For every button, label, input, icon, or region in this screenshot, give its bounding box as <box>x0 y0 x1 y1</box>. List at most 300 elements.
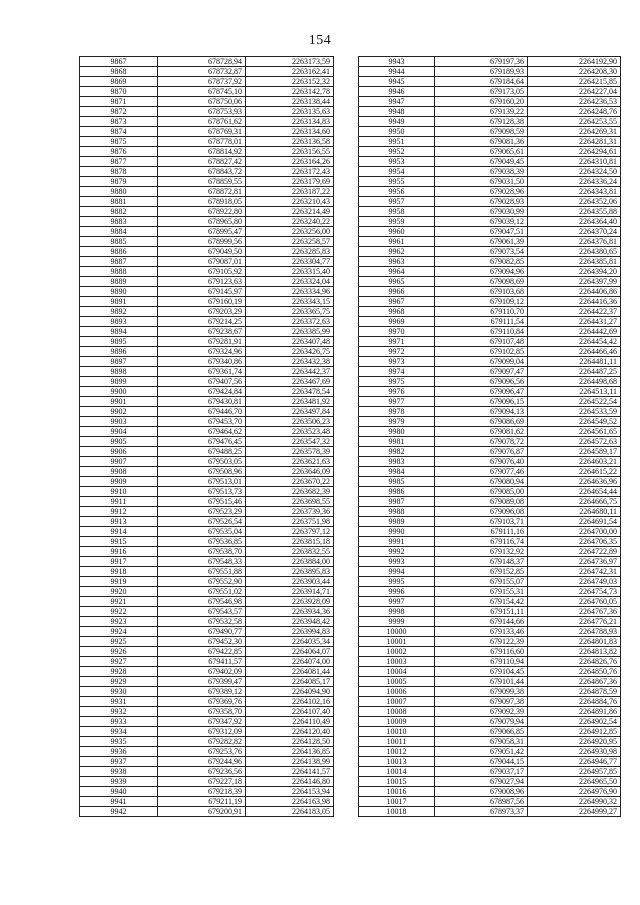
point-number-cell: 9875 <box>80 137 158 147</box>
point-number-cell: 10009 <box>359 717 435 727</box>
y-coordinate-cell: 2264767,36 <box>528 607 621 617</box>
point-number-cell: 9887 <box>80 257 158 267</box>
table-row <box>80 117 334 127</box>
coordinates-table-left-body <box>80 57 334 817</box>
table-row <box>80 767 334 777</box>
x-coordinate-cell: 679476,45 <box>158 437 246 447</box>
x-coordinate-cell: 679107,48 <box>435 337 528 347</box>
x-coordinate-cell: 678872,81 <box>158 187 246 197</box>
y-coordinate-cell: 2263481,92 <box>246 397 334 407</box>
x-coordinate-cell: 679513,01 <box>158 477 246 487</box>
table-row <box>80 407 334 417</box>
x-coordinate-cell: 679389,12 <box>158 687 246 697</box>
x-coordinate-cell: 679154,42 <box>435 597 528 607</box>
point-number-cell: 9934 <box>80 727 158 737</box>
x-coordinate-cell: 679110,70 <box>435 307 528 317</box>
table-row <box>359 157 621 167</box>
x-coordinate-cell: 679197,36 <box>435 57 528 67</box>
point-number-cell: 10016 <box>359 787 435 797</box>
table-row <box>359 597 621 607</box>
point-number-cell: 9939 <box>80 777 158 787</box>
table-row <box>80 567 334 577</box>
x-coordinate-cell: 679099,38 <box>435 687 528 697</box>
x-coordinate-cell: 679490,77 <box>158 627 246 637</box>
point-number-cell: 9941 <box>80 797 158 807</box>
table-row <box>80 387 334 397</box>
y-coordinate-cell: 2264776,21 <box>528 617 621 627</box>
table-row <box>80 517 334 527</box>
point-number-cell: 10006 <box>359 687 435 697</box>
table-row <box>359 527 621 537</box>
table-row <box>359 447 621 457</box>
point-number-cell: 9993 <box>359 557 435 567</box>
table-row <box>80 197 334 207</box>
y-coordinate-cell: 2264513,11 <box>528 387 621 397</box>
table-row <box>80 127 334 137</box>
y-coordinate-cell: 2264343,81 <box>528 187 621 197</box>
coordinates-table-right <box>358 56 621 817</box>
point-number-cell: 9950 <box>359 127 435 137</box>
table-row <box>80 627 334 637</box>
x-coordinate-cell: 679049,50 <box>158 247 246 257</box>
y-coordinate-cell: 2264074,00 <box>246 657 334 667</box>
x-coordinate-cell: 679076,87 <box>435 447 528 457</box>
y-coordinate-cell: 2264236,53 <box>528 97 621 107</box>
table-row <box>80 367 334 377</box>
y-coordinate-cell: 2264416,36 <box>528 297 621 307</box>
point-number-cell: 9907 <box>80 457 158 467</box>
x-coordinate-cell: 679139,22 <box>435 107 528 117</box>
y-coordinate-cell: 2263315,40 <box>246 267 334 277</box>
table-row <box>80 57 334 67</box>
point-number-cell: 9970 <box>359 327 435 337</box>
x-coordinate-cell: 679532,58 <box>158 617 246 627</box>
y-coordinate-cell: 2264487,25 <box>528 367 621 377</box>
y-coordinate-cell: 2264636,96 <box>528 477 621 487</box>
y-coordinate-cell: 2263136,58 <box>246 137 334 147</box>
x-coordinate-cell: 679094,96 <box>435 267 528 277</box>
table-row <box>80 347 334 357</box>
point-number-cell: 9982 <box>359 447 435 457</box>
y-coordinate-cell: 2263172,43 <box>246 167 334 177</box>
table-row <box>359 517 621 527</box>
x-coordinate-cell: 679452,30 <box>158 637 246 647</box>
x-coordinate-cell: 679123,63 <box>158 277 246 287</box>
point-number-cell: 10004 <box>359 667 435 677</box>
y-coordinate-cell: 2264269,31 <box>528 127 621 137</box>
x-coordinate-cell: 679080,94 <box>435 477 528 487</box>
table-row <box>359 627 621 637</box>
x-coordinate-cell: 679122,39 <box>435 637 528 647</box>
y-coordinate-cell: 2263156,55 <box>246 147 334 157</box>
y-coordinate-cell: 2263152,32 <box>246 77 334 87</box>
x-coordinate-cell: 679218,39 <box>158 787 246 797</box>
point-number-cell: 9935 <box>80 737 158 747</box>
x-coordinate-cell: 679082,85 <box>435 257 528 267</box>
table-row <box>80 597 334 607</box>
table-row <box>359 797 621 807</box>
x-coordinate-cell: 679402,09 <box>158 667 246 677</box>
table-row <box>359 637 621 647</box>
y-coordinate-cell: 2264364,40 <box>528 217 621 227</box>
point-number-cell: 9997 <box>359 597 435 607</box>
point-number-cell: 9987 <box>359 497 435 507</box>
point-number-cell: 9994 <box>359 567 435 577</box>
y-coordinate-cell: 2264999,27 <box>528 807 621 817</box>
point-number-cell: 9915 <box>80 537 158 547</box>
table-row <box>80 217 334 227</box>
y-coordinate-cell: 2264878,59 <box>528 687 621 697</box>
table-row <box>359 197 621 207</box>
y-coordinate-cell: 2263173,59 <box>246 57 334 67</box>
table-row <box>80 697 334 707</box>
x-coordinate-cell: 678814,92 <box>158 147 246 157</box>
point-number-cell: 10010 <box>359 727 435 737</box>
x-coordinate-cell: 679110,94 <box>435 657 528 667</box>
x-coordinate-cell: 679110,84 <box>435 327 528 337</box>
x-coordinate-cell: 679098,69 <box>435 277 528 287</box>
x-coordinate-cell: 679282,82 <box>158 737 246 747</box>
page-number: 154 <box>308 33 332 48</box>
y-coordinate-cell: 2263210,43 <box>246 197 334 207</box>
x-coordinate-cell: 679551,02 <box>158 587 246 597</box>
point-number-cell: 9902 <box>80 407 158 417</box>
x-coordinate-cell: 679061,39 <box>435 237 528 247</box>
point-number-cell: 9964 <box>359 267 435 277</box>
x-coordinate-cell: 679538,70 <box>158 547 246 557</box>
point-number-cell: 9945 <box>359 77 435 87</box>
x-coordinate-cell: 679044,15 <box>435 757 528 767</box>
x-coordinate-cell: 679128,38 <box>435 117 528 127</box>
x-coordinate-cell: 679214,25 <box>158 317 246 327</box>
x-coordinate-cell: 679173,05 <box>435 87 528 97</box>
point-number-cell: 9889 <box>80 277 158 287</box>
y-coordinate-cell: 2264370,24 <box>528 227 621 237</box>
table-row <box>80 717 334 727</box>
x-coordinate-cell: 679116,74 <box>435 537 528 547</box>
x-coordinate-cell: 679253,76 <box>158 747 246 757</box>
point-number-cell: 9977 <box>359 397 435 407</box>
y-coordinate-cell: 2264355,88 <box>528 207 621 217</box>
x-coordinate-cell: 679464,62 <box>158 427 246 437</box>
point-number-cell: 9917 <box>80 557 158 567</box>
table-row <box>359 267 621 277</box>
table-row <box>80 497 334 507</box>
x-coordinate-cell: 679189,93 <box>435 67 528 77</box>
y-coordinate-cell: 2264394,20 <box>528 267 621 277</box>
x-coordinate-cell: 679097,47 <box>435 367 528 377</box>
table-row <box>359 457 621 467</box>
x-coordinate-cell: 678728,94 <box>158 57 246 67</box>
x-coordinate-cell: 679051,42 <box>435 747 528 757</box>
point-number-cell: 9916 <box>80 547 158 557</box>
point-number-cell: 9931 <box>80 697 158 707</box>
x-coordinate-cell: 679526,54 <box>158 517 246 527</box>
point-number-cell: 9905 <box>80 437 158 447</box>
y-coordinate-cell: 2263797,12 <box>246 527 334 537</box>
x-coordinate-cell: 678987,56 <box>435 797 528 807</box>
x-coordinate-cell: 679089,08 <box>435 497 528 507</box>
table-row <box>80 557 334 567</box>
x-coordinate-cell: 678745,10 <box>158 87 246 97</box>
point-number-cell: 9995 <box>359 577 435 587</box>
y-coordinate-cell: 2263578,39 <box>246 447 334 457</box>
y-coordinate-cell: 2264801,83 <box>528 637 621 647</box>
y-coordinate-cell: 2264064,07 <box>246 647 334 657</box>
y-coordinate-cell: 2264749,03 <box>528 577 621 587</box>
x-coordinate-cell: 679548,33 <box>158 557 246 567</box>
table-row <box>80 487 334 497</box>
y-coordinate-cell: 2264107,40 <box>246 707 334 717</box>
x-coordinate-cell: 679536,85 <box>158 537 246 547</box>
point-number-cell: 9981 <box>359 437 435 447</box>
point-number-cell: 9874 <box>80 127 158 137</box>
point-number-cell: 9925 <box>80 637 158 647</box>
point-number-cell: 9873 <box>80 117 158 127</box>
point-number-cell: 10014 <box>359 767 435 777</box>
point-number-cell: 9890 <box>80 287 158 297</box>
point-number-cell: 9929 <box>80 677 158 687</box>
table-row <box>80 607 334 617</box>
table-row <box>359 677 621 687</box>
point-number-cell: 10005 <box>359 677 435 687</box>
y-coordinate-cell: 2264760,05 <box>528 597 621 607</box>
point-number-cell: 9985 <box>359 477 435 487</box>
y-coordinate-cell: 2264930,98 <box>528 747 621 757</box>
y-coordinate-cell: 2264102,16 <box>246 697 334 707</box>
x-coordinate-cell: 679103,71 <box>435 517 528 527</box>
table-row <box>80 147 334 157</box>
point-number-cell: 9867 <box>80 57 158 67</box>
y-coordinate-cell: 2264481,11 <box>528 357 621 367</box>
y-coordinate-cell: 2263682,39 <box>246 487 334 497</box>
point-number-cell: 10012 <box>359 747 435 757</box>
x-coordinate-cell: 679066,85 <box>435 727 528 737</box>
x-coordinate-cell: 679160,19 <box>158 297 246 307</box>
point-number-cell: 10013 <box>359 757 435 767</box>
x-coordinate-cell: 679324,96 <box>158 347 246 357</box>
x-coordinate-cell: 679160,20 <box>435 97 528 107</box>
y-coordinate-cell: 2264691,54 <box>528 517 621 527</box>
x-coordinate-cell: 679105,92 <box>158 267 246 277</box>
point-number-cell: 9976 <box>359 387 435 397</box>
y-coordinate-cell: 2263187,22 <box>246 187 334 197</box>
table-row <box>359 167 621 177</box>
y-coordinate-cell: 2264666,75 <box>528 497 621 507</box>
point-number-cell: 9992 <box>359 547 435 557</box>
table-row <box>359 137 621 147</box>
y-coordinate-cell: 2263497,84 <box>246 407 334 417</box>
x-coordinate-cell: 679515,46 <box>158 497 246 507</box>
table-row <box>359 507 621 517</box>
y-coordinate-cell: 2264120,40 <box>246 727 334 737</box>
table-row <box>80 477 334 487</box>
table-row <box>80 397 334 407</box>
table-row <box>359 407 621 417</box>
y-coordinate-cell: 2264654,44 <box>528 487 621 497</box>
point-number-cell: 10011 <box>359 737 435 747</box>
table-row <box>359 187 621 197</box>
table-row <box>80 97 334 107</box>
point-number-cell: 9955 <box>359 177 435 187</box>
y-coordinate-cell: 2263304,77 <box>246 257 334 267</box>
point-number-cell: 9984 <box>359 467 435 477</box>
point-number-cell: 9971 <box>359 337 435 347</box>
x-coordinate-cell: 679116,60 <box>435 647 528 657</box>
point-number-cell: 9988 <box>359 507 435 517</box>
point-number-cell: 9895 <box>80 337 158 347</box>
table-row <box>359 667 621 677</box>
point-number-cell: 9983 <box>359 457 435 467</box>
table-row <box>80 247 334 257</box>
x-coordinate-cell: 679085,00 <box>435 487 528 497</box>
y-coordinate-cell: 2264380,65 <box>528 247 621 257</box>
point-number-cell: 9871 <box>80 97 158 107</box>
point-number-cell: 9975 <box>359 377 435 387</box>
x-coordinate-cell: 678737,92 <box>158 77 246 87</box>
table-row <box>80 457 334 467</box>
y-coordinate-cell: 2263646,09 <box>246 467 334 477</box>
y-coordinate-cell: 2264110,49 <box>246 717 334 727</box>
table-row <box>80 187 334 197</box>
y-coordinate-cell: 2264722,89 <box>528 547 621 557</box>
table-row <box>80 507 334 517</box>
point-number-cell: 9910 <box>80 487 158 497</box>
y-coordinate-cell: 2264946,77 <box>528 757 621 767</box>
y-coordinate-cell: 2263670,22 <box>246 477 334 487</box>
point-number-cell: 9896 <box>80 347 158 357</box>
point-number-cell: 9938 <box>80 767 158 777</box>
table-row <box>359 117 621 127</box>
table-row <box>359 747 621 757</box>
y-coordinate-cell: 2264976,90 <box>528 787 621 797</box>
x-coordinate-cell: 679096,15 <box>435 397 528 407</box>
y-coordinate-cell: 2264081,44 <box>246 667 334 677</box>
y-coordinate-cell: 2264965,50 <box>528 777 621 787</box>
point-number-cell: 9869 <box>80 77 158 87</box>
point-number-cell: 9960 <box>359 227 435 237</box>
point-number-cell: 9980 <box>359 427 435 437</box>
x-coordinate-cell: 679008,96 <box>435 787 528 797</box>
x-coordinate-cell: 679369,76 <box>158 697 246 707</box>
table-row <box>80 267 334 277</box>
y-coordinate-cell: 2263751,98 <box>246 517 334 527</box>
x-coordinate-cell: 679077,46 <box>435 467 528 477</box>
x-coordinate-cell: 679065,61 <box>435 147 528 157</box>
point-number-cell: 9940 <box>80 787 158 797</box>
x-coordinate-cell: 679543,57 <box>158 607 246 617</box>
table-row <box>359 107 621 117</box>
y-coordinate-cell: 2263256,00 <box>246 227 334 237</box>
y-coordinate-cell: 2263478,54 <box>246 387 334 397</box>
table-row <box>359 537 621 547</box>
x-coordinate-cell: 679347,92 <box>158 717 246 727</box>
table-row <box>359 387 621 397</box>
point-number-cell: 9899 <box>80 377 158 387</box>
table-row <box>80 87 334 97</box>
x-coordinate-cell: 679047,51 <box>435 227 528 237</box>
y-coordinate-cell: 2264680,11 <box>528 507 621 517</box>
y-coordinate-cell: 2264281,31 <box>528 137 621 147</box>
y-coordinate-cell: 2263934,36 <box>246 607 334 617</box>
y-coordinate-cell: 2263621,63 <box>246 457 334 467</box>
table-row <box>80 547 334 557</box>
table-row <box>80 327 334 337</box>
table-row <box>359 697 621 707</box>
x-coordinate-cell: 678753,93 <box>158 107 246 117</box>
table-row <box>359 297 621 307</box>
table-row <box>80 807 334 817</box>
x-coordinate-cell: 679422,85 <box>158 647 246 657</box>
x-coordinate-cell: 679081,62 <box>435 427 528 437</box>
point-number-cell: 9913 <box>80 517 158 527</box>
x-coordinate-cell: 679078,72 <box>435 437 528 447</box>
y-coordinate-cell: 2263523,48 <box>246 427 334 437</box>
y-coordinate-cell: 2264522,54 <box>528 397 621 407</box>
y-coordinate-cell: 2264788,93 <box>528 627 621 637</box>
table-row <box>359 547 621 557</box>
y-coordinate-cell: 2263948,42 <box>246 617 334 627</box>
y-coordinate-cell: 2263914,71 <box>246 587 334 597</box>
x-coordinate-cell: 679102,85 <box>435 347 528 357</box>
x-coordinate-cell: 679098,59 <box>435 127 528 137</box>
y-coordinate-cell: 2264742,31 <box>528 567 621 577</box>
table-row <box>80 277 334 287</box>
table-row <box>80 637 334 647</box>
y-coordinate-cell: 2264826,76 <box>528 657 621 667</box>
x-coordinate-cell: 679446,70 <box>158 407 246 417</box>
table-row <box>359 147 621 157</box>
point-number-cell: 10018 <box>359 807 435 817</box>
table-row <box>359 277 621 287</box>
point-number-cell: 9947 <box>359 97 435 107</box>
y-coordinate-cell: 2263372,63 <box>246 317 334 327</box>
x-coordinate-cell: 679523,29 <box>158 507 246 517</box>
table-row <box>359 687 621 697</box>
x-coordinate-cell: 678750,06 <box>158 97 246 107</box>
point-number-cell: 9903 <box>80 417 158 427</box>
table-row <box>359 617 621 627</box>
y-coordinate-cell: 2264248,76 <box>528 107 621 117</box>
y-coordinate-cell: 2264153,94 <box>246 787 334 797</box>
y-coordinate-cell: 2264561,65 <box>528 427 621 437</box>
y-coordinate-cell: 2264253,55 <box>528 117 621 127</box>
point-number-cell: 9944 <box>359 67 435 77</box>
point-number-cell: 9930 <box>80 687 158 697</box>
point-number-cell: 10002 <box>359 647 435 657</box>
y-coordinate-cell: 2263343,15 <box>246 297 334 307</box>
point-number-cell: 9879 <box>80 177 158 187</box>
table-row <box>80 237 334 247</box>
y-coordinate-cell: 2264138,99 <box>246 757 334 767</box>
point-number-cell: 9877 <box>80 157 158 167</box>
x-coordinate-cell: 679081,36 <box>435 137 528 147</box>
y-coordinate-cell: 2263365,75 <box>246 307 334 317</box>
y-coordinate-cell: 2264310,81 <box>528 157 621 167</box>
point-number-cell: 9979 <box>359 417 435 427</box>
x-coordinate-cell: 679236,56 <box>158 767 246 777</box>
table-row <box>359 57 621 67</box>
x-coordinate-cell: 678922,80 <box>158 207 246 217</box>
point-number-cell: 9881 <box>80 197 158 207</box>
table-row <box>359 647 621 657</box>
point-number-cell: 9908 <box>80 467 158 477</box>
x-coordinate-cell: 678761,62 <box>158 117 246 127</box>
x-coordinate-cell: 679097,38 <box>435 697 528 707</box>
y-coordinate-cell: 2263179,69 <box>246 177 334 187</box>
x-coordinate-cell: 679227,18 <box>158 777 246 787</box>
x-coordinate-cell: 678778,01 <box>158 137 246 147</box>
